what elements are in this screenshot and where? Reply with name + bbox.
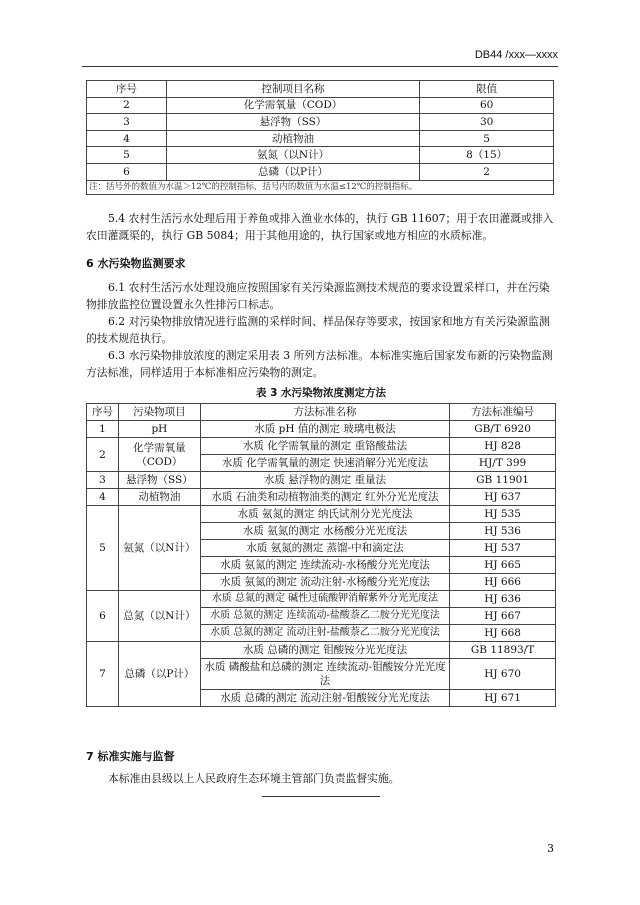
header-cell: 方法标准名称 bbox=[200, 404, 449, 421]
method-name: 水质 化学需氧量的测定 重铬酸盐法 bbox=[200, 438, 449, 455]
table-row bbox=[87, 130, 554, 147]
method-name: 水质 石油类和动植物油类的测定 红外分光光度法 bbox=[200, 489, 449, 506]
document-code: DB44 /xxx—xxxx bbox=[474, 49, 558, 61]
table-row bbox=[87, 438, 556, 455]
section-6-3: 6.3 水污染物排放浓度的测定采用表 3 所列方法标准。本标准实施后国家发布新的污染物监测方法标准，同样适用于本标准相应污染物的测定。 bbox=[86, 349, 553, 379]
method-name: 水质 氨氮的测定 流动注射-水杨酸分光光度法 bbox=[200, 574, 449, 591]
limit-value: 8（15） bbox=[420, 147, 554, 164]
method-code: HJ 535 bbox=[450, 506, 556, 523]
pollutant-item: 总磷（以P计） bbox=[118, 642, 200, 707]
row-number: 2 bbox=[87, 97, 167, 114]
limits-table bbox=[86, 80, 554, 195]
row-number: 3 bbox=[87, 472, 119, 489]
row-number: 7 bbox=[87, 642, 119, 707]
row-number: 6 bbox=[87, 163, 167, 180]
table3-title: 表 3 水污染物浓度测定方法 bbox=[255, 387, 387, 399]
section-5-4: 5.4 农村生活污水处理后用于养鱼或排入渔业水体的，执行 GB 11607；用于农田灌溉或排入农田灌溉渠的，执行 GB 5084；用于其他用途的，执行国家或地方相应的水质标准。 bbox=[86, 212, 554, 242]
method-code: HJ 637 bbox=[450, 489, 556, 506]
header-cell: 限值 bbox=[420, 81, 554, 98]
header-cell: 控制项目名称 bbox=[166, 81, 419, 98]
table-row bbox=[87, 421, 556, 438]
page-number: 3 bbox=[547, 842, 554, 855]
method-code: HJ 666 bbox=[450, 574, 556, 591]
method-name: 水质 总氮的测定 碱性过硫酸钾消解紫外分光光度法 bbox=[200, 591, 449, 608]
method-code: HJ 537 bbox=[450, 540, 556, 557]
method-code: GB 11893/T bbox=[450, 642, 556, 659]
method-code: HJ 536 bbox=[450, 523, 556, 540]
section-6-2: 6.2 对污染物排放情况进行监测的采样时间、样品保存等要求，按国家和地方有关污染源监测的技术规范执行。 bbox=[86, 315, 550, 345]
table-row bbox=[87, 97, 554, 114]
table-row bbox=[87, 642, 556, 659]
header-cell: 序号 bbox=[87, 404, 119, 421]
method-code: HJ 665 bbox=[450, 557, 556, 574]
table-row bbox=[87, 489, 556, 506]
row-number: 6 bbox=[87, 591, 119, 642]
header-cell: 序号 bbox=[87, 81, 167, 98]
method-code: HJ 828 bbox=[450, 438, 556, 455]
table-row bbox=[87, 147, 554, 164]
limit-value: 5 bbox=[420, 130, 554, 147]
method-name: 水质 悬浮物的测定 重量法 bbox=[200, 472, 449, 489]
item-name: 氨氮（以N计） bbox=[166, 147, 419, 164]
end-rule bbox=[262, 796, 380, 797]
limit-value: 30 bbox=[420, 114, 554, 131]
method-code: HJ 670 bbox=[450, 659, 556, 690]
pollutant-item: 氨氮（以N计） bbox=[118, 506, 200, 591]
method-code: HJ 668 bbox=[450, 625, 556, 642]
item-name: 化学需氧量（COD） bbox=[166, 97, 419, 114]
table-row bbox=[87, 163, 554, 180]
limit-value: 2 bbox=[420, 163, 554, 180]
table-header-row bbox=[87, 404, 556, 421]
item-name: 悬浮物（SS） bbox=[166, 114, 419, 131]
method-name: 水质 化学需氧量的测定 快速消解分光光度法 bbox=[200, 455, 449, 472]
method-name: 水质 氨氮的测定 连续流动-水杨酸分光光度法 bbox=[200, 557, 449, 574]
row-number: 4 bbox=[87, 489, 119, 506]
pollutant-item: 动植物油 bbox=[118, 489, 200, 506]
row-number: 3 bbox=[87, 114, 167, 131]
method-name: 水质 总磷的测定 流动注射-钼酸铵分光光度法 bbox=[200, 690, 449, 707]
header-cell: 污染物项目 bbox=[118, 404, 200, 421]
header-rule bbox=[82, 66, 558, 67]
section-7-heading: 7 标准实施与监督 bbox=[86, 750, 175, 763]
method-code: GB 11901 bbox=[450, 472, 556, 489]
table-row bbox=[87, 114, 554, 131]
method-code: HJ/T 399 bbox=[450, 455, 556, 472]
pollutant-item: 化学需氧量（COD） bbox=[118, 438, 200, 472]
method-name: 水质 氨氮的测定 蒸馏-中和滴定法 bbox=[200, 540, 449, 557]
row-number: 4 bbox=[87, 130, 167, 147]
item-name: 动植物油 bbox=[166, 130, 419, 147]
table-note: 注：括号外的数值为水温＞12℃的控制指标，括号内的数值为水温≤12℃的控制指标。 bbox=[87, 180, 554, 194]
pollutant-item: 悬浮物（SS） bbox=[118, 472, 200, 489]
section-7-text: 本标准由县级以上人民政府生态环境主管部门负责监督实施。 bbox=[108, 772, 400, 785]
method-name: 水质 总氮的测定 流动注射-盐酸萘乙二胺分光光度法 bbox=[200, 625, 449, 642]
table-note-row bbox=[87, 180, 554, 194]
table-row bbox=[87, 472, 556, 489]
method-name: 水质 氨氮的测定 水杨酸分光光度法 bbox=[200, 523, 449, 540]
table-header-row bbox=[87, 81, 554, 98]
row-number: 1 bbox=[87, 421, 119, 438]
table-row bbox=[87, 506, 556, 523]
limit-value: 60 bbox=[420, 97, 554, 114]
table-row bbox=[87, 591, 556, 608]
row-number: 5 bbox=[87, 506, 119, 591]
method-code: HJ 667 bbox=[450, 608, 556, 625]
method-name: 水质 pH 值的测定 玻璃电极法 bbox=[200, 421, 449, 438]
method-name: 水质 总氮的测定 连续流动-盐酸萘乙二胺分光光度法 bbox=[200, 608, 449, 625]
row-number: 5 bbox=[87, 147, 167, 164]
item-name: 总磷（以P计） bbox=[166, 163, 419, 180]
pollutant-item: 总氮（以N计） bbox=[118, 591, 200, 642]
method-code: GB/T 6920 bbox=[450, 421, 556, 438]
methods-table bbox=[86, 403, 556, 707]
method-name: 水质 总磷的测定 钼酸铵分光光度法 bbox=[200, 642, 449, 659]
method-name: 水质 氨氮的测定 纳氏试剂分光光度法 bbox=[200, 506, 449, 523]
header-cell: 方法标准编号 bbox=[450, 404, 556, 421]
section-6-1: 6.1 农村生活污水处理设施应按照国家有关污染源监测技术规范的要求设置采样口，并在污染物排放监控位置设置永久性排污口标志。 bbox=[86, 281, 550, 311]
pollutant-item: pH bbox=[118, 421, 200, 438]
row-number: 2 bbox=[87, 438, 119, 472]
section-6-heading: 6 水污染物监测要求 bbox=[86, 257, 186, 270]
method-name: 水质 磷酸盐和总磷的测定 连续流动-钼酸铵分光光度法 bbox=[200, 659, 449, 690]
method-code: HJ 636 bbox=[450, 591, 556, 608]
method-code: HJ 671 bbox=[450, 690, 556, 707]
